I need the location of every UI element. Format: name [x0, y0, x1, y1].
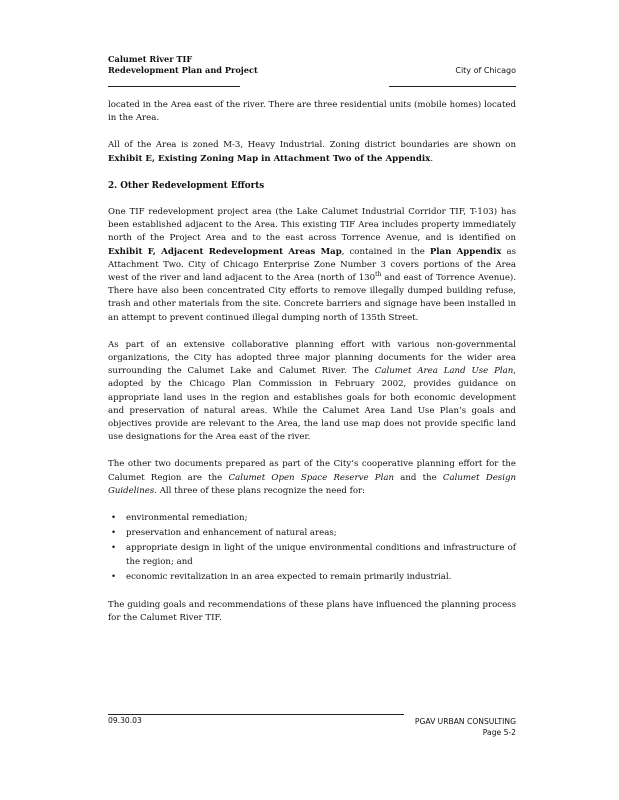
open-space-plan-title: Calumet Open Space Reserve Plan	[228, 472, 394, 483]
paragraph-tif-text-c: as Attachment Two. City of Chicago Enterprise Zone Number 3 covers portions of the Area west of the river and land adjacent to the Area (north of 130	[108, 246, 516, 284]
plan-appendix-reference: Plan Appendix	[429, 246, 502, 257]
paragraph-zoning-end: .	[430, 153, 434, 164]
land-use-plan-title: Calumet Area Land Use Plan	[374, 366, 514, 377]
paragraph-tif-text-a: One TIF redevelopment project area (the Lake Calumet Industrial Corridor TIF, T-103) has been established adjacent to the Area. This existing TIF Area includes property immediately north of the Project Area and to the east across Torrence Avenue, and is identified on	[108, 207, 516, 244]
header-publisher: City of Chicago	[455, 66, 516, 75]
footer-rule	[108, 714, 404, 715]
header-doc-title: Calumet River TIF	[108, 54, 193, 64]
paragraph-planning-text-a: As part of an extensive collaborative planning effort with various non-governmental organizations, the City has adopted three major planning documents for the wider area surrounding the Calumet Lake and Calumet River. The	[108, 339, 516, 377]
paragraph-zoning-text: All of the Area is zoned M-3, Heavy Industrial. Zoning district boundaries are shown on	[108, 140, 516, 151]
design-guidelines-title: Calumet Design Guidelines	[108, 472, 516, 496]
bullet-icon: •	[111, 571, 117, 582]
list-item	[108, 512, 516, 525]
header-rule-right	[389, 86, 516, 87]
paragraph-tif	[108, 206, 516, 325]
bullet-icon: •	[111, 543, 117, 554]
bullet-icon: •	[111, 528, 117, 539]
header-title-block	[108, 54, 258, 76]
footer-firm: PGAV URBAN CONSULTING	[414, 717, 516, 726]
list-item	[108, 527, 516, 540]
list-item-text: economic revitalization in an area expected to remain primarily industrial.	[126, 571, 452, 582]
section-heading: 2. Other Redevelopment Efforts	[108, 180, 265, 191]
footer-date: 09.30.03	[108, 716, 142, 725]
paragraph-planning-text-b: , adopted by the Chicago Plan Commission in February 2002, provides guidance on appropriate land uses in the region and establishes goals for both economic development and preservation of natural areas. While the Calumet Area Land Use Plan’s goals and objectives provide are relevant to the Area, the land use map does not provide specific land use designations for the Area east of the river.	[108, 366, 516, 443]
list-item	[108, 542, 516, 568]
body-content	[108, 99, 516, 640]
footer-block	[415, 716, 516, 738]
bullet-icon: •	[111, 513, 117, 524]
paragraph-closing: The guiding goals and recommendations of these plans have influenced the planning process for the Calumet River TIF.	[108, 600, 516, 624]
exhibit-e-reference: Exhibit E, Existing Zoning Map in Attachment Two of the Appendix	[108, 153, 431, 164]
paragraph-other-text-a: The other two documents prepared as part of the City’s cooperative planning effort for the Calumet Region are the	[108, 459, 516, 483]
list-item-text: preservation and enhancement of natural areas;	[126, 528, 337, 539]
exhibit-f-reference: Exhibit F, Adjacent Redevelopment Areas Map	[108, 246, 342, 257]
ordinal-superscript: th	[375, 271, 382, 279]
needs-list	[108, 512, 516, 584]
header-doc-subtitle: Redevelopment Plan and Project	[108, 65, 258, 75]
paragraph-other-text-c: . All three of these plans recognize the need for:	[154, 485, 366, 496]
paragraph-intro: located in the Area east of the river. There are three residential units (mobile homes) located in the Area.	[108, 100, 516, 124]
paragraph-tif-text-d: and east of Torrence Avenue). There have also been concentrated City efforts to remove illegally dumped building refuse, trash and other materials from the site. Concrete barriers and signage have been installed in an attempt to prevent continued illegal dumping north of 135th Street.	[108, 273, 516, 323]
paragraph-planning	[108, 339, 516, 445]
paragraph-other-text-b: and the	[393, 472, 443, 483]
list-item-text: environmental remediation;	[126, 513, 248, 524]
page-number: Page 5-2	[482, 728, 516, 737]
list-item-text: appropriate design in light of the unique environmental conditions and infrastructure of the region; and	[126, 543, 516, 567]
paragraph-other-documents	[108, 458, 516, 498]
paragraph-tif-text-b: , contained in the	[341, 246, 430, 257]
paragraph-zoning	[108, 139, 516, 165]
header-rule-left	[108, 86, 240, 87]
list-item	[108, 571, 516, 584]
